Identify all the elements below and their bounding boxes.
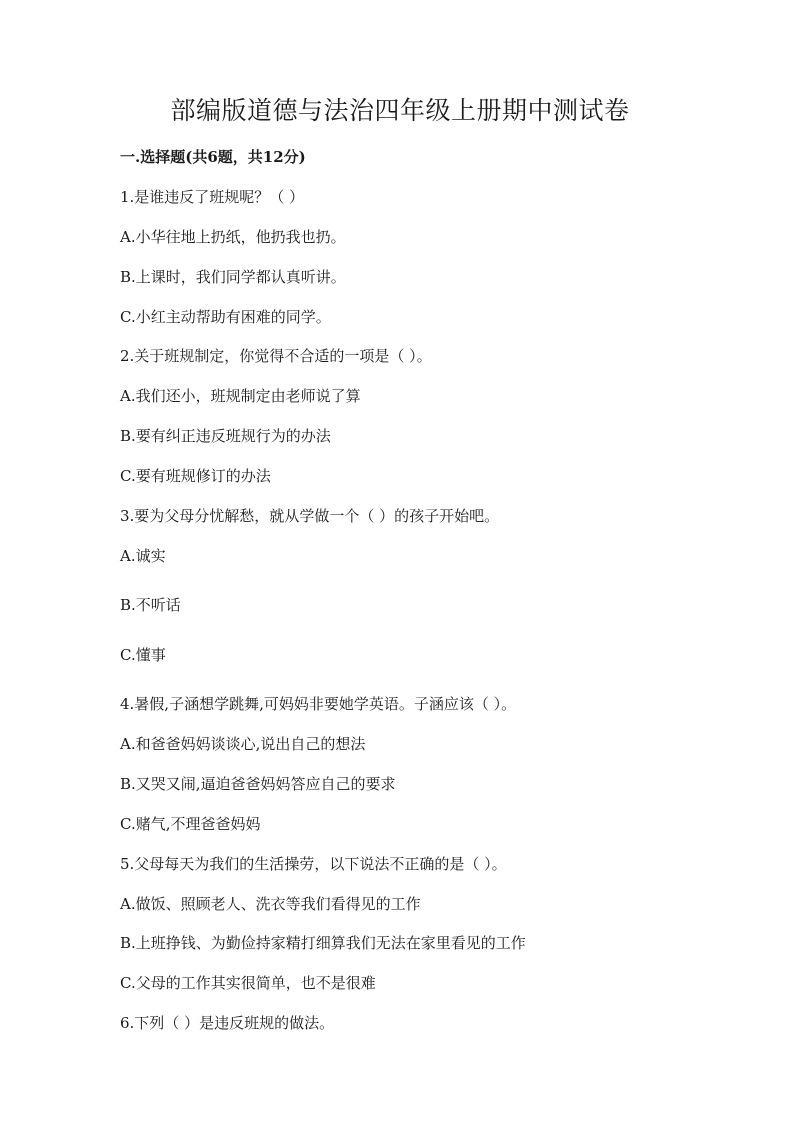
question-2-option-b: B.要有纠正违反班规行为的办法 [120,427,331,445]
page-title: 部编版道德与法治四年级上册期中测试卷 [170,96,630,125]
question-4-stem: 4.暑假,子涵想学跳舞,可妈妈非要她学英语。子涵应该（ ）。 [120,695,517,713]
question-6-stem: 6.下列（ ）是违反班规的做法。 [120,1014,335,1032]
question-1-stem: 1.是谁违反了班规呢？（ ） [120,188,305,206]
question-2-option-c: C.要有班规修订的办法 [120,467,271,485]
question-1-option-c: C.小红主动帮助有困难的同学。 [120,308,331,326]
question-2-stem: 2.关于班规制定，你觉得不合适的一项是（ ）。 [120,347,432,365]
question-4-option-b: B.又哭又闹,逼迫爸爸妈妈答应自己的要求 [120,775,396,793]
question-5-stem: 5.父母每天为我们的生活操劳，以下说法不正确的是（ ）。 [120,855,507,873]
question-5-option-c: C.父母的工作其实很简单，也不是很难 [120,974,376,992]
question-1-option-b: B.上课时，我们同学都认真听讲。 [120,268,346,286]
question-2-option-a: A.我们还小，班规制定由老师说了算 [120,387,361,405]
question-4-option-a: A.和爸爸妈妈谈谈心,说出自己的想法 [120,735,366,753]
question-3-option-b: B.不听话 [120,596,181,614]
question-3-stem: 3.要为父母分忧解愁，就从学做一个（ ）的孩子开始吧。 [120,507,500,525]
question-4-option-c: C.赌气,不理爸爸妈妈 [120,815,261,833]
question-5-option-a: A.做饭、照顾老人、洗衣等我们看得见的工作 [120,895,421,913]
question-3-option-a: A.诚实 [120,547,166,565]
question-1-option-a: A.小华往地上扔纸，他扔我也扔。 [120,228,346,246]
section-heading: 一.选择题(共6题，共12分) [120,148,306,166]
question-3-option-c: C.懂事 [120,646,166,664]
question-5-option-b: B.上班挣钱、为勤俭持家精打细算我们无法在家里看见的工作 [120,934,526,952]
